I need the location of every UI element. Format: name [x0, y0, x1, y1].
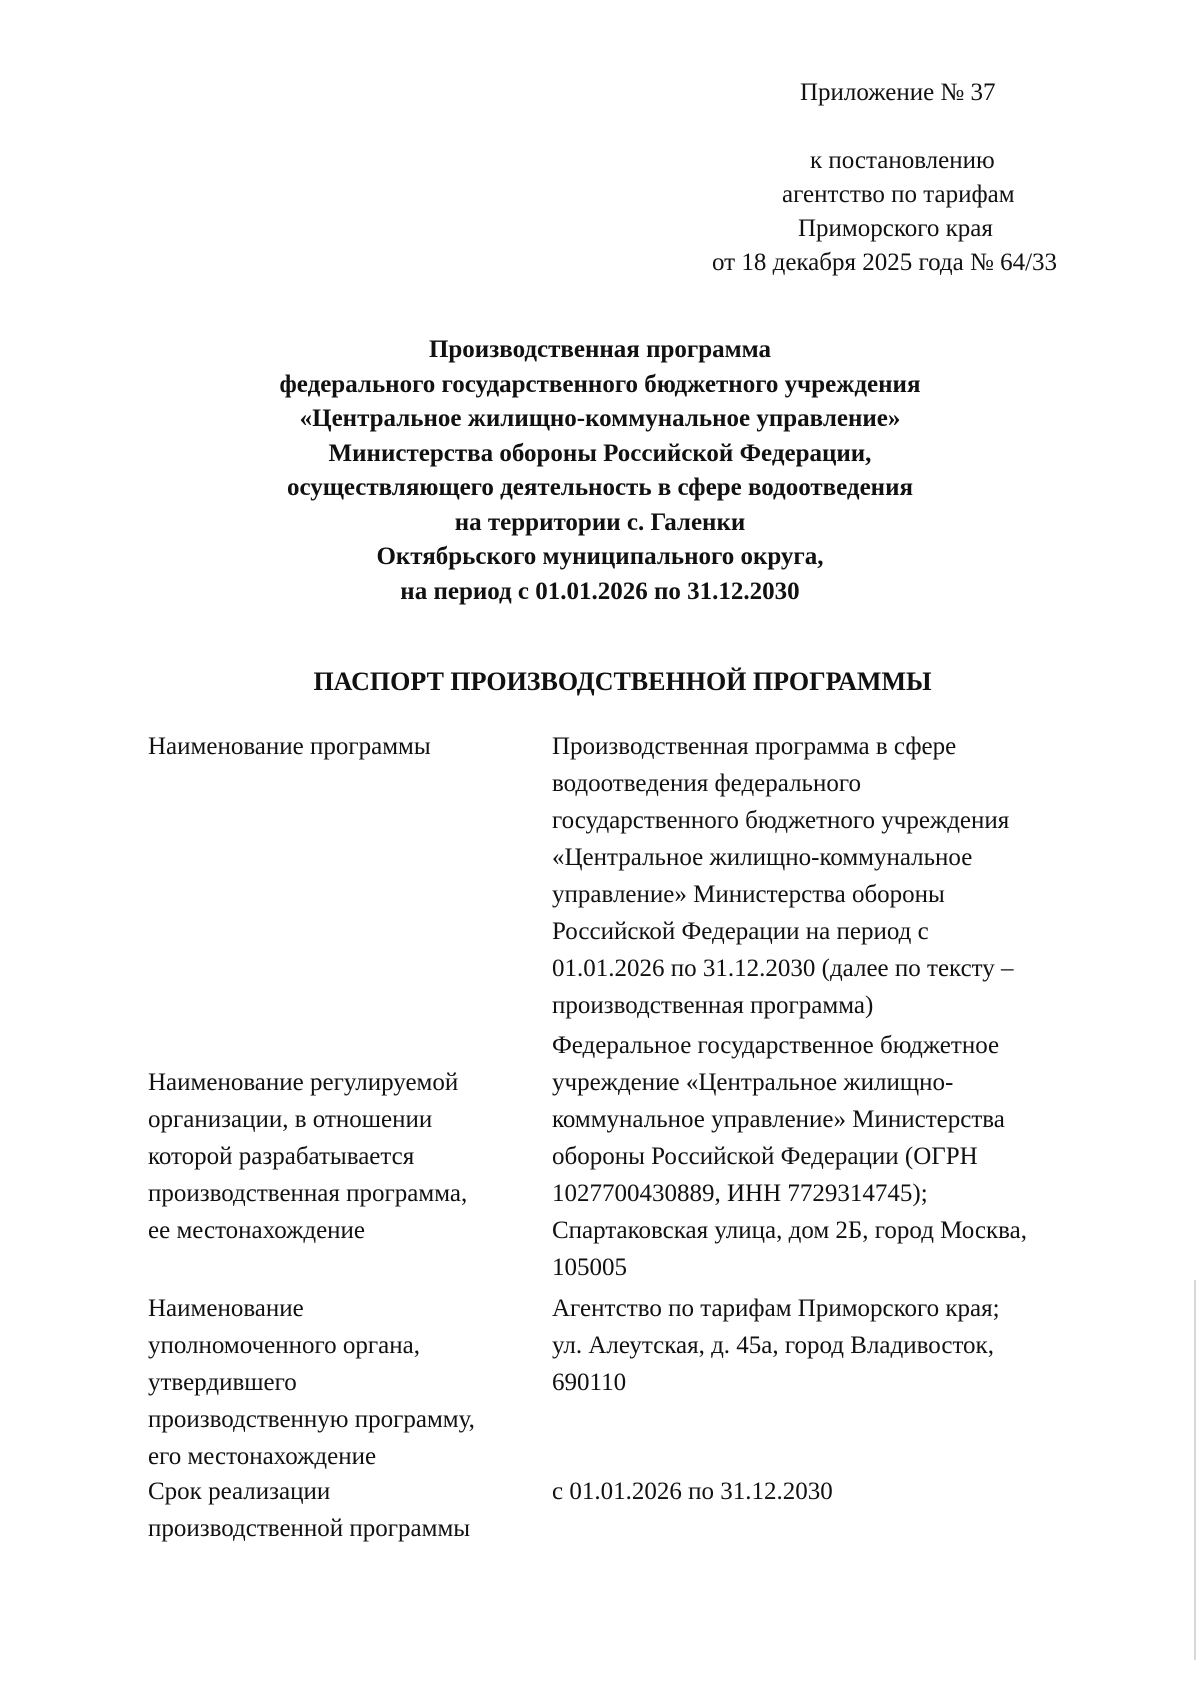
- label-line: организации, в отношении: [148, 1106, 433, 1133]
- program-title: [0, 333, 1200, 609]
- passport-row-label: [148, 1473, 538, 1547]
- passport-row-value: [552, 1027, 1098, 1286]
- value-line: 01.01.2026 по 31.12.2030 (далее по тексту –: [552, 955, 1014, 982]
- label-line: его местонахождение: [148, 1443, 377, 1470]
- value-line: 105005: [552, 1254, 627, 1281]
- label-line: Наименование программы: [148, 733, 431, 760]
- program-title-line: на территории с. Галенки: [454, 508, 746, 536]
- passport-row-label: [148, 728, 538, 765]
- value-line: производственная программа): [552, 992, 874, 1019]
- label-line: производственная программа,: [148, 1180, 468, 1207]
- value-line: Российской Федерации на период с: [552, 918, 929, 945]
- passport-row-value: [552, 728, 1098, 1024]
- value-line: с 01.01.2026 по 31.12.2030: [552, 1478, 833, 1505]
- appendix-line: агентство по тарифам: [782, 181, 1015, 208]
- program-title-line: осуществляющего деятельность в сфере водоотведения: [286, 474, 913, 501]
- program-title-line: «Центральное жилищно-коммунальное управление»: [299, 405, 901, 432]
- value-line: Федеральное государственное бюджетное: [552, 1032, 1000, 1059]
- value-line: обороны Российской Федерации (ОГРН: [552, 1143, 978, 1170]
- value-line: учреждение «Центральное жилищно-: [552, 1069, 954, 1096]
- label-line: ее местонахождение: [148, 1217, 366, 1244]
- scan-edge-shadow: [1194, 1280, 1196, 1660]
- label-line: производственной программы: [148, 1515, 471, 1542]
- passport-row-label: [148, 1064, 538, 1249]
- appendix-line: к постановлению: [810, 147, 995, 174]
- program-title-line: на период с 01.01.2026 по 31.12.2030: [400, 577, 800, 605]
- value-line: управление» Министерства обороны: [552, 881, 945, 908]
- appendix-line: Приморского края: [798, 215, 993, 242]
- label-line: Срок реализации: [148, 1478, 331, 1505]
- value-line: коммунальное управление» Министерства: [552, 1106, 1005, 1133]
- program-title-line: Октябрьского муниципального округа,: [376, 543, 824, 570]
- value-line: 1027700430889, ИНН 7729314745);: [552, 1180, 928, 1207]
- label-line: уполномоченного органа,: [148, 1332, 420, 1359]
- value-line: Спартаковская улица, дом 2Б, город Москва,: [552, 1217, 1027, 1244]
- passport-heading: ПАСПОРТ ПРОИЗВОДСТВЕННОЙ ПРОГРАММЫ: [313, 667, 932, 696]
- label-line: которой разрабатывается: [148, 1143, 415, 1170]
- value-line: «Центральное жилищно-коммунальное: [552, 844, 973, 871]
- program-title-line: федерального государственного бюджетного учреждения: [279, 370, 921, 398]
- label-line: производственную программу,: [148, 1406, 475, 1433]
- value-line: 690110: [552, 1369, 627, 1396]
- label-line: утвердившего: [148, 1369, 297, 1396]
- label-line: Наименование регулируемой: [148, 1069, 459, 1096]
- passport-row-label: [148, 1290, 538, 1475]
- label-line: Наименование: [148, 1295, 304, 1322]
- value-line: государственного бюджетного учреждения: [552, 807, 1010, 834]
- value-line: водоотведения федерального: [552, 770, 861, 797]
- appendix-title: Приложение № 37: [800, 79, 996, 106]
- appendix-line: от 18 декабря 2025 года № 64/33: [712, 249, 1058, 276]
- value-line: ул. Алеутская, д. 45а, город Владивосток,: [552, 1332, 994, 1359]
- value-line: Производственная программа в сфере: [552, 733, 957, 760]
- value-line: Агентство по тарифам Приморского края;: [552, 1295, 1000, 1322]
- program-title-line: Производственная программа: [428, 336, 772, 363]
- passport-row-value: [552, 1290, 1098, 1401]
- passport-row-value: [552, 1473, 1098, 1510]
- program-title-line: Министерства обороны Российской Федерации,: [328, 439, 872, 467]
